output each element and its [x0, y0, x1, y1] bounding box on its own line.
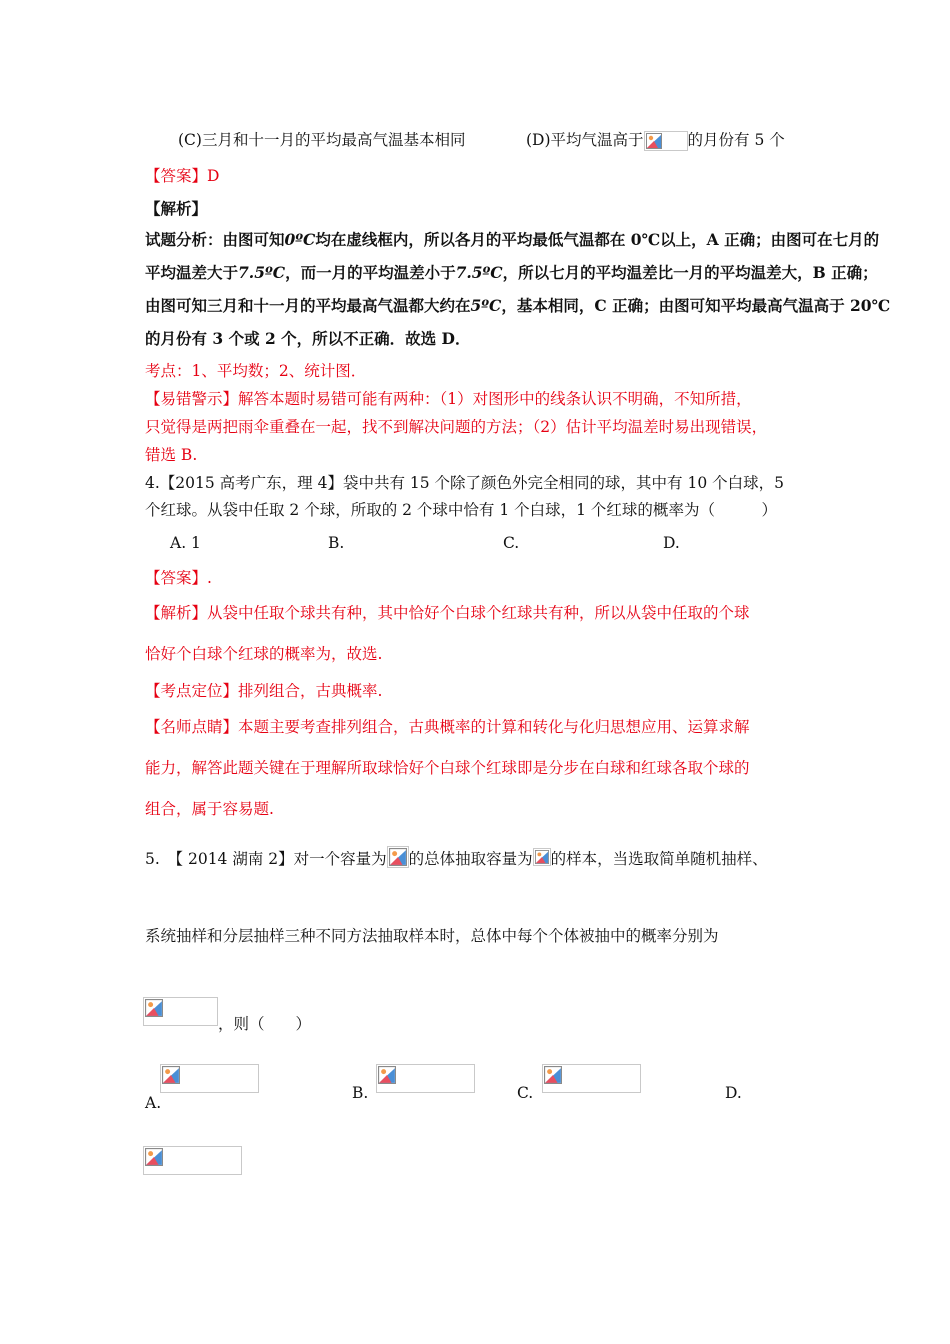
broken-image-icon	[162, 1066, 180, 1084]
analysis-label: 【解析】	[145, 199, 208, 218]
q4-tip-line-3: 组合，属于容易题.	[145, 800, 274, 818]
q4-stem-line-1: 4.【2015 高考广东，理 4】袋中共有 15 个除了颜色外完全相同的球，其中有 10 个白球，5	[145, 474, 784, 492]
text: 试题分析：由图可知	[145, 230, 285, 249]
math-0c: 0ºC	[284, 230, 316, 249]
formula-image	[387, 846, 409, 868]
q5-option-c: C.	[517, 1084, 534, 1102]
q4-tip-line-2: 能力，解答此题关键在于理解所取球恰好个白球个红球即是分步在白球和红球各取个球的	[145, 759, 750, 777]
text: ，所以七月的平均温差比一月的平均温差大，B 正确；	[502, 263, 878, 282]
q4-analysis-line-1: 【解析】从袋中任取个球共有种，其中恰好个白球个红球共有种，所以从袋中任取的个球	[145, 604, 750, 622]
formula-image	[542, 1064, 641, 1093]
q5-stem-line-1	[145, 846, 768, 870]
warning-line-1: 【易错警示】解答本题时易错可能有两种：（1）对图形中的线条认识不明确，不知所措，	[145, 390, 752, 408]
warning-line-2: 只觉得是两把雨伞重叠在一起，找不到解决问题的方法；（2）估计平均温差时易出现错误，	[145, 418, 768, 436]
math-7-5c: 7.5ºC	[238, 263, 286, 282]
option-d	[526, 129, 785, 151]
option-c: (C)三月和十一月的平均最高气温基本相同	[178, 131, 466, 149]
broken-image-icon	[145, 1148, 163, 1166]
q4-kaodian: 【考点定位】排列组合，古典概率.	[145, 682, 383, 700]
text: ，而一月的平均温差小于	[285, 263, 456, 282]
q4-option-d: D.	[663, 534, 680, 552]
broken-image-icon	[145, 999, 163, 1017]
formula-image	[143, 1146, 242, 1175]
formula-image	[143, 997, 218, 1026]
q4-option-c: C.	[503, 534, 520, 552]
formula-image	[644, 131, 688, 151]
warning-line-3: 错选 B.	[145, 446, 198, 464]
q5-option-d: D.	[725, 1084, 742, 1102]
analysis-line-4: 的月份有 3 个或 2 个，所以不正确．故选 D．	[145, 329, 471, 348]
broken-image-icon	[646, 133, 662, 149]
q5-option-a: A.	[145, 1094, 162, 1112]
kaodian: 考点：1、平均数；2、统计图．	[145, 362, 367, 380]
formula-image	[533, 848, 551, 866]
broken-image-icon	[535, 850, 549, 864]
q4-answer: 【答案】.	[145, 569, 212, 587]
text: 平均温差大于	[145, 263, 239, 282]
analysis-line-2	[145, 262, 878, 284]
q5-option-b: B.	[352, 1084, 369, 1102]
text: 的样本，当选取简单随机抽样、	[550, 850, 768, 868]
broken-image-icon	[544, 1066, 562, 1084]
math-7-5c: 7.5ºC	[455, 263, 503, 282]
math-5c: 5ºC	[470, 296, 502, 315]
text: 均在虚线框内，所以各月的平均最低气温都在 0℃以上，A 正确；由图可在七月的	[315, 230, 880, 249]
q5-stem-line-3: ，则（ ）	[218, 1015, 312, 1033]
q4-analysis-line-2: 恰好个白球个红球的概率为，故选.	[145, 645, 383, 663]
analysis-line-3	[145, 295, 890, 317]
formula-image	[160, 1064, 259, 1093]
text: 5. 【 2014 湖南 2】对一个容量为	[145, 850, 387, 868]
text: ，基本相同，C 正确；由图可知平均最高气温高于 20℃	[501, 296, 891, 315]
option-d-suffix: 的月份有 5 个	[687, 131, 785, 149]
q4-option-b: B.	[328, 534, 345, 552]
broken-image-icon	[378, 1066, 396, 1084]
q4-tip-line-1: 【名师点睛】本题主要考查排列组合，古典概率的计算和转化与化归思想应用、运算求解	[145, 718, 750, 736]
q4-option-a: A. 1	[170, 534, 201, 552]
q5-stem-line-2: 系统抽样和分层抽样三种不同方法抽取样本时，总体中每个个体被抽中的概率分别为	[145, 927, 719, 945]
q4-stem-line-2: 个红球。从袋中任取 2 个球，所取的 2 个球中恰有 1 个白球，1 个红球的概率为（ ）	[145, 501, 777, 519]
option-d-prefix: (D)平均气温高于	[526, 131, 644, 149]
text: 的总体抽取容量为	[408, 850, 533, 868]
broken-image-icon	[389, 848, 407, 866]
formula-image	[376, 1064, 475, 1093]
answer-label: 【答案】D	[145, 167, 220, 185]
text: 由图可知三月和十一月的平均最高气温都大约在	[145, 296, 471, 315]
analysis-line-1	[145, 229, 879, 251]
